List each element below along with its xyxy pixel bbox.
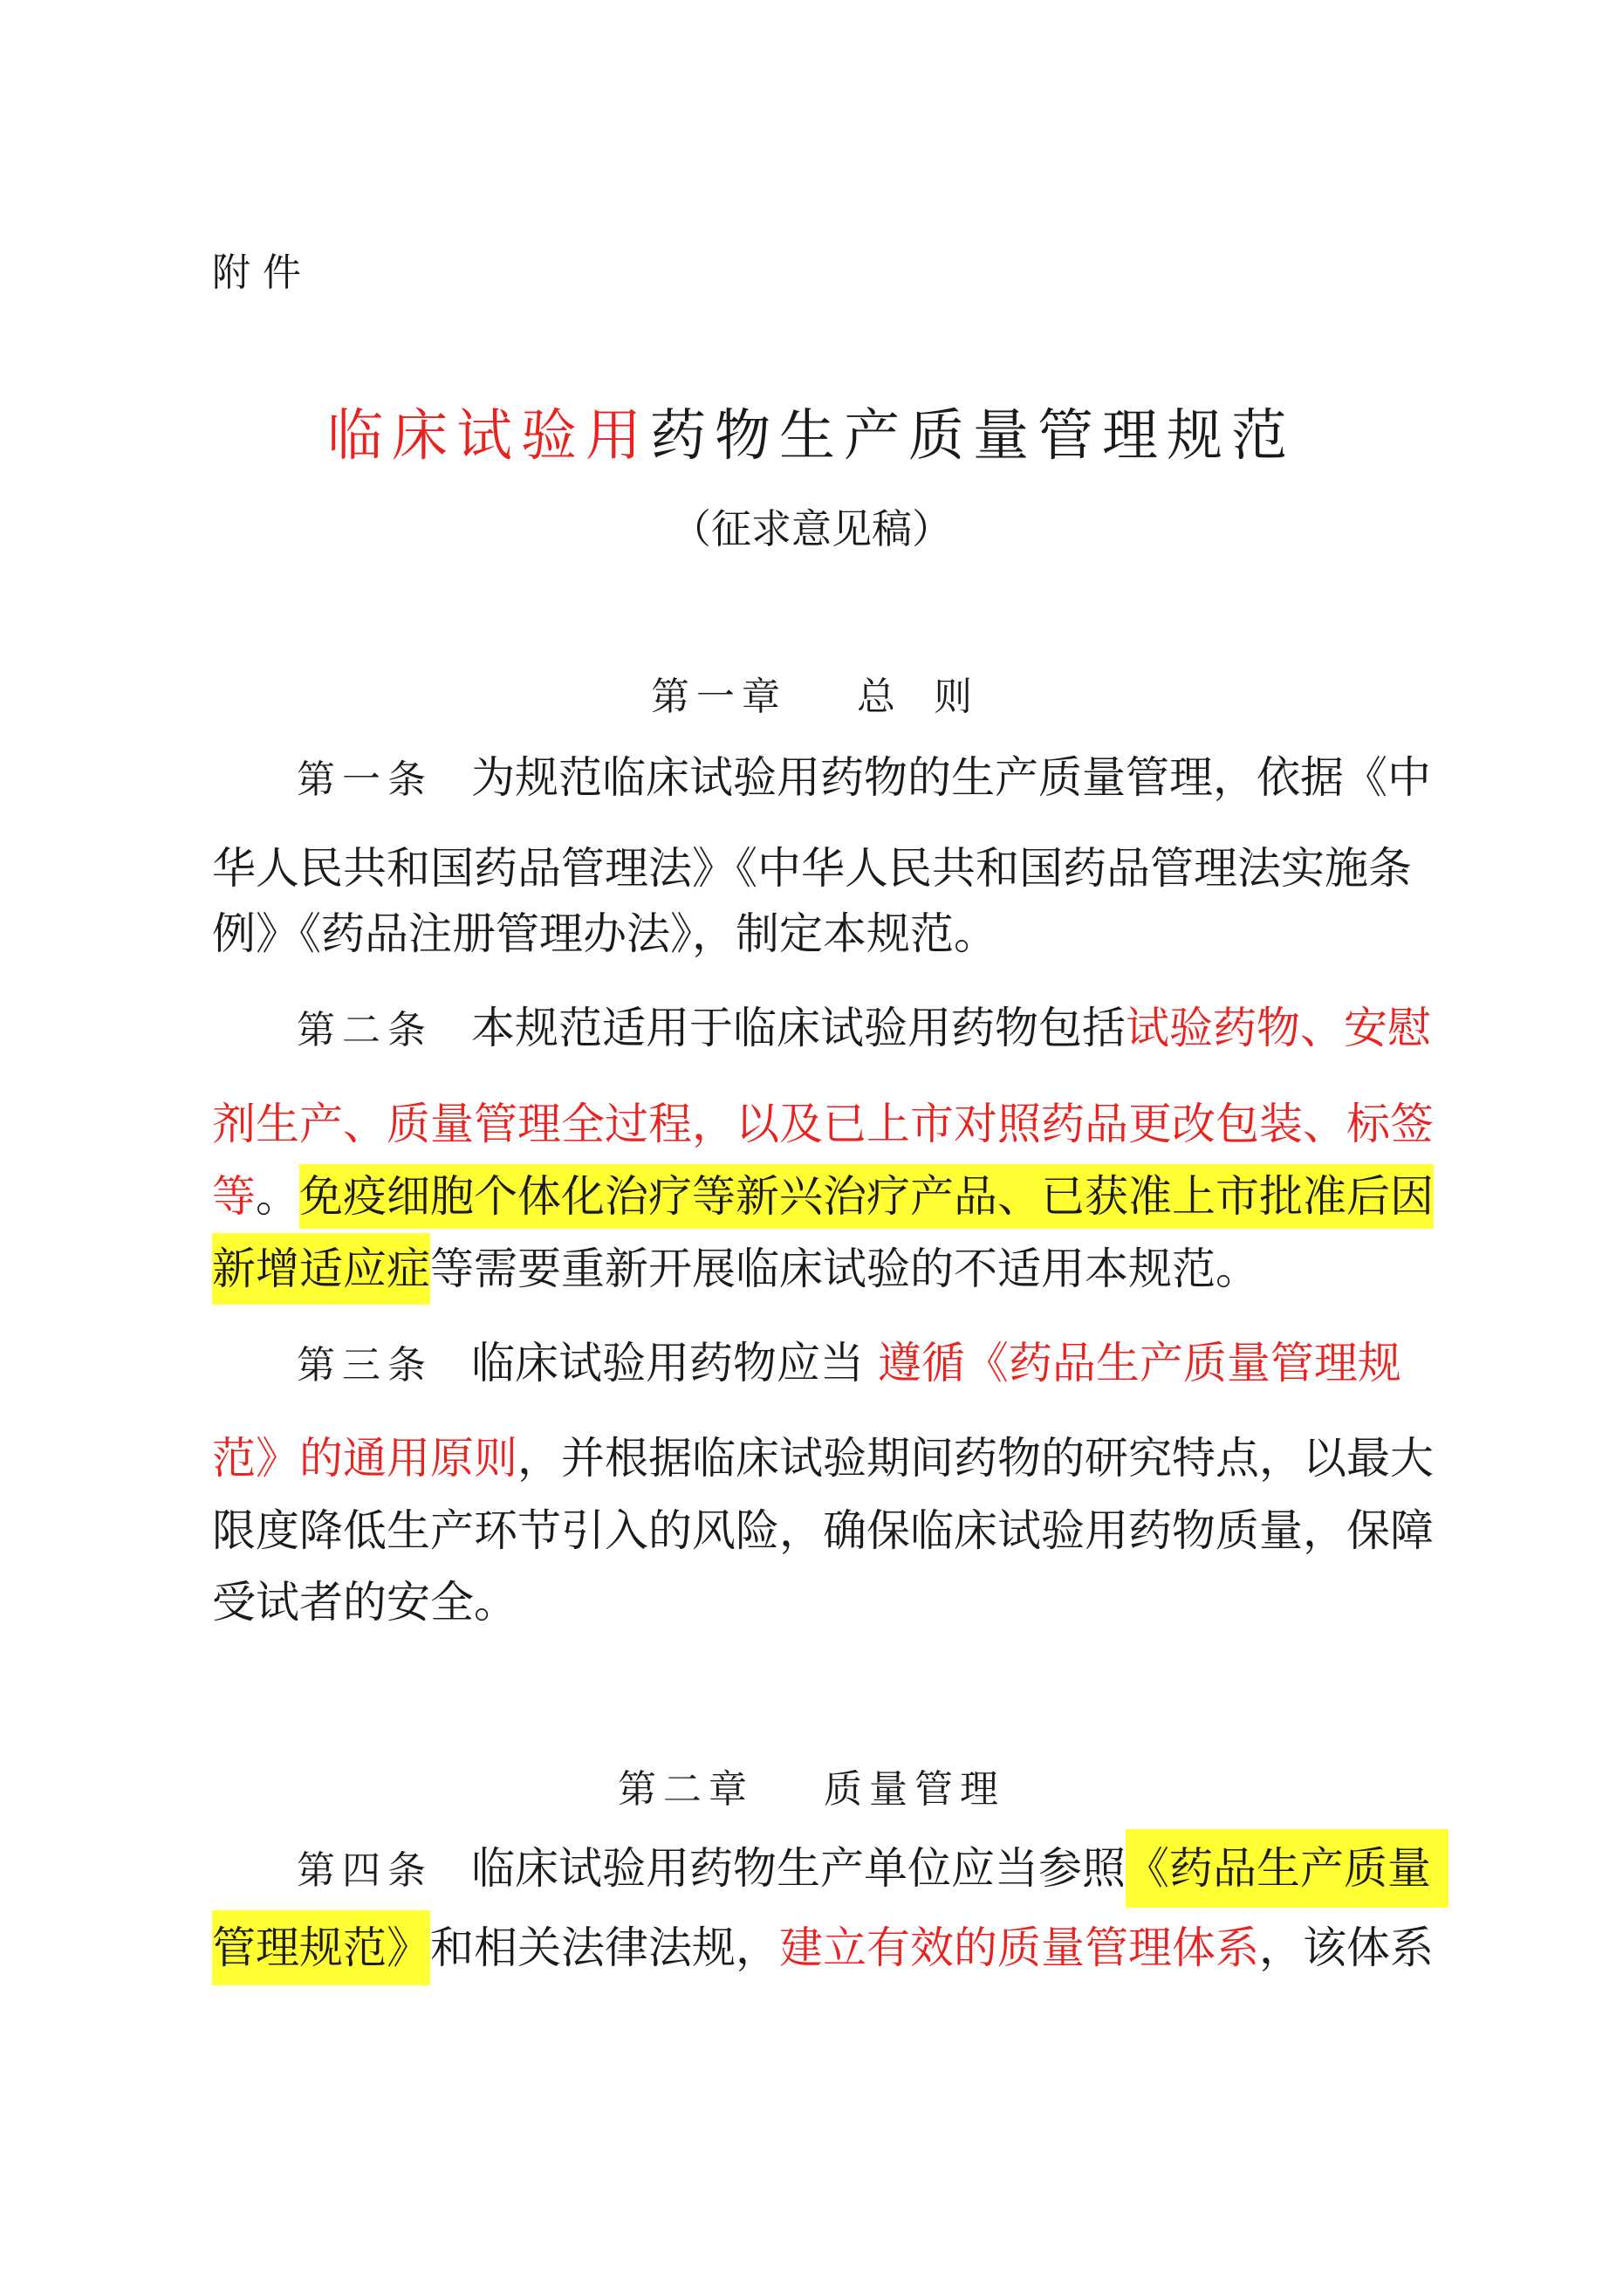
attachment-label: 附件 [212,250,313,295]
article-2-line-4 [212,1238,1259,1299]
article-3-line-2-text: ，并根据临床试验期间药物的研究特点，以最大 [517,1433,1434,1484]
chapter-2-number: 第二章 [618,1767,754,1812]
article-3-text-a: 临床试验用药物应当 [471,1338,864,1388]
article-4-line-2-red: 建立有效的质量管理体系 [779,1922,1259,1973]
article-2-line-3-period: 。 [256,1171,299,1222]
chapter-2-heading [0,1758,1623,1813]
document-subtitle: （征求意见稿） [671,505,952,552]
article-1-label: 第一条 [297,757,433,802]
article-4-line-2 [212,1917,1434,1978]
article-3-label: 第三条 [297,1343,433,1388]
article-1-line-2: 华人民共和国药品管理法》《中华人民共和国药品管理法实施条 [212,843,1412,894]
article-3-line-2-red: 范》的通用原则 [212,1433,517,1484]
article-4-text-highlight: 《药品生产质量 [1126,1829,1448,1908]
title-red-part: 临床试验用 [327,404,650,469]
article-3-line-2 [212,1428,1434,1489]
article-2-line-3-red: 等 [212,1171,256,1222]
document-title [0,391,1623,471]
article-3-text-b: 遵循《药品生产质量管理规 [877,1338,1401,1388]
article-2-line-3-highlight: 免疫细胞个体化治疗等新兴治疗产品、已获准上市批准后因 [299,1164,1434,1229]
article-3-line-4: 受试者的安全。 [212,1577,517,1628]
title-black-part: 药物生产质量管理规范 [650,404,1296,469]
article-2-line-3 [212,1166,1434,1227]
chapter-2-name: 质量管理 [824,1767,1005,1812]
chapter-1-number: 第一章 [651,675,787,719]
article-2-line-4-highlight: 新增适应症 [212,1233,430,1305]
article-4-line-2-text: 和相关法律法规， [430,1922,779,1973]
article-1-line-3: 例》《药品注册管理办法》，制定本规范。 [212,908,997,959]
article-2-line-4-text: 等需要重新开展临床试验的不适用本规范。 [430,1244,1259,1294]
article-2-text-b: 试验药物、安慰 [1126,1003,1431,1053]
article-2-first-line [297,997,1431,1061]
article-3-first-line [297,1333,1401,1396]
article-4-first-line [297,1838,1448,1902]
article-4-text-a: 临床试验用药物生产单位应当参照 [471,1843,1126,1894]
article-1-first-line [297,747,1431,811]
article-4-line-2-tail: ，该体系 [1259,1922,1434,1973]
chapter-1-heading [0,665,1623,721]
article-3-line-3: 限度降低生产环节引入的风险，确保临床试验用药物质量，保障 [212,1505,1434,1556]
article-4-label: 第四条 [297,1848,433,1893]
article-2-line-2: 剂生产、质量管理全过程，以及已上市对照药品更改包装、标签 [212,1099,1434,1149]
chapter-1-name: 总 则 [857,675,972,719]
article-2-text-a: 本规范适用于临床试验用药物包括 [471,1003,1126,1053]
article-2-label: 第二条 [297,1008,433,1052]
article-4-line-2-highlight: 管理规范》 [212,1910,430,1985]
article-1-text: 为规范临床试验用药物的生产质量管理，依据《中 [471,752,1431,803]
